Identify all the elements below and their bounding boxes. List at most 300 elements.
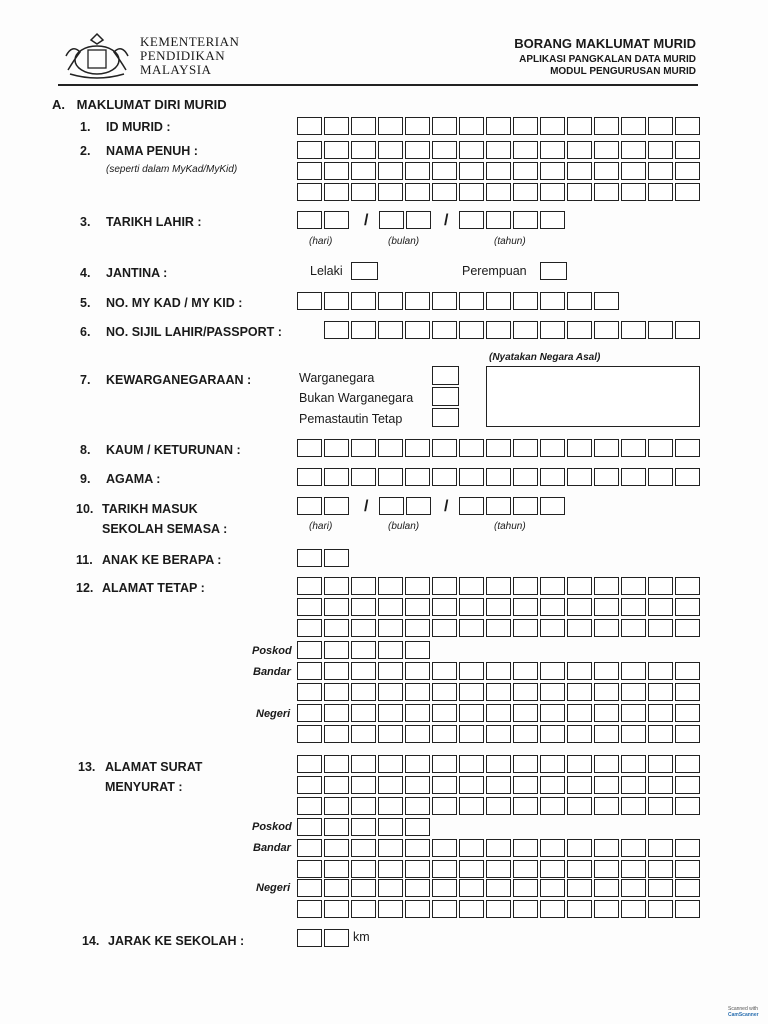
char-cell[interactable] <box>432 900 457 918</box>
char-cell[interactable] <box>405 117 430 135</box>
mail-address-input-row-1[interactable] <box>297 755 702 773</box>
char-cell[interactable] <box>379 211 404 229</box>
char-cell[interactable] <box>486 776 511 794</box>
char-cell[interactable] <box>540 439 565 457</box>
char-cell[interactable] <box>297 468 322 486</box>
char-cell[interactable] <box>324 598 349 616</box>
char-cell[interactable] <box>406 497 431 515</box>
char-cell[interactable] <box>513 211 538 229</box>
char-cell[interactable] <box>513 598 538 616</box>
enrol-year-input[interactable] <box>459 497 567 515</box>
char-cell[interactable] <box>621 183 646 201</box>
char-cell[interactable] <box>459 141 484 159</box>
char-cell[interactable] <box>459 598 484 616</box>
char-cell[interactable] <box>432 117 457 135</box>
char-cell[interactable] <box>486 598 511 616</box>
char-cell[interactable] <box>675 776 700 794</box>
perm-address-input-row-2[interactable] <box>297 598 702 616</box>
char-cell[interactable] <box>324 292 349 310</box>
char-cell[interactable] <box>324 497 349 515</box>
char-cell[interactable] <box>567 598 592 616</box>
char-cell[interactable] <box>648 662 673 680</box>
char-cell[interactable] <box>459 183 484 201</box>
char-cell[interactable] <box>621 755 646 773</box>
char-cell[interactable] <box>675 879 700 897</box>
char-cell[interactable] <box>405 879 430 897</box>
perm-city-input-row-2[interactable] <box>297 683 702 701</box>
char-cell[interactable] <box>459 725 484 743</box>
char-cell[interactable] <box>432 704 457 722</box>
char-cell[interactable] <box>378 598 403 616</box>
char-cell[interactable] <box>297 292 322 310</box>
char-cell[interactable] <box>405 662 430 680</box>
char-cell[interactable] <box>486 439 511 457</box>
char-cell[interactable] <box>324 439 349 457</box>
char-cell[interactable] <box>540 879 565 897</box>
char-cell[interactable] <box>459 755 484 773</box>
char-cell[interactable] <box>567 619 592 637</box>
char-cell[interactable] <box>405 818 430 836</box>
char-cell[interactable] <box>540 497 565 515</box>
char-cell[interactable] <box>432 439 457 457</box>
char-cell[interactable] <box>432 292 457 310</box>
char-cell[interactable] <box>675 439 700 457</box>
char-cell[interactable] <box>621 468 646 486</box>
char-cell[interactable] <box>621 725 646 743</box>
mail-state-input-row-2[interactable] <box>297 900 702 918</box>
char-cell[interactable] <box>297 577 322 595</box>
char-cell[interactable] <box>621 598 646 616</box>
char-cell[interactable] <box>378 900 403 918</box>
char-cell[interactable] <box>648 577 673 595</box>
char-cell[interactable] <box>324 662 349 680</box>
char-cell[interactable] <box>405 162 430 180</box>
char-cell[interactable] <box>486 162 511 180</box>
distance-input[interactable] <box>297 929 351 947</box>
char-cell[interactable] <box>648 321 673 339</box>
char-cell[interactable] <box>486 141 511 159</box>
char-cell[interactable] <box>540 725 565 743</box>
char-cell[interactable] <box>297 704 322 722</box>
char-cell[interactable] <box>351 141 376 159</box>
char-cell[interactable] <box>486 321 511 339</box>
char-cell[interactable] <box>648 598 673 616</box>
birth-day-input[interactable] <box>297 211 351 229</box>
char-cell[interactable] <box>540 117 565 135</box>
char-cell[interactable] <box>405 439 430 457</box>
char-cell[interactable] <box>567 839 592 857</box>
char-cell[interactable] <box>567 162 592 180</box>
char-cell[interactable] <box>675 598 700 616</box>
char-cell[interactable] <box>459 162 484 180</box>
char-cell[interactable] <box>648 683 673 701</box>
enrol-month-input[interactable] <box>379 497 433 515</box>
char-cell[interactable] <box>648 117 673 135</box>
char-cell[interactable] <box>567 183 592 201</box>
mail-state-input-row-1[interactable] <box>297 879 702 897</box>
char-cell[interactable] <box>351 725 376 743</box>
char-cell[interactable] <box>567 683 592 701</box>
char-cell[interactable] <box>378 162 403 180</box>
char-cell[interactable] <box>405 619 430 637</box>
char-cell[interactable] <box>324 183 349 201</box>
non-citizen-checkbox[interactable] <box>432 387 459 406</box>
char-cell[interactable] <box>297 141 322 159</box>
char-cell[interactable] <box>324 797 349 815</box>
char-cell[interactable] <box>513 141 538 159</box>
char-cell[interactable] <box>297 662 322 680</box>
char-cell[interactable] <box>567 292 592 310</box>
char-cell[interactable] <box>351 683 376 701</box>
char-cell[interactable] <box>513 439 538 457</box>
char-cell[interactable] <box>432 577 457 595</box>
char-cell[interactable] <box>378 776 403 794</box>
char-cell[interactable] <box>405 183 430 201</box>
char-cell[interactable] <box>513 879 538 897</box>
char-cell[interactable] <box>324 704 349 722</box>
char-cell[interactable] <box>297 879 322 897</box>
char-cell[interactable] <box>621 776 646 794</box>
char-cell[interactable] <box>675 321 700 339</box>
char-cell[interactable] <box>297 725 322 743</box>
perm-postcode-input[interactable] <box>297 641 432 659</box>
char-cell[interactable] <box>540 321 565 339</box>
char-cell[interactable] <box>459 683 484 701</box>
char-cell[interactable] <box>513 860 538 878</box>
char-cell[interactable] <box>648 141 673 159</box>
perm-address-input-row-3[interactable] <box>297 619 702 637</box>
char-cell[interactable] <box>486 662 511 680</box>
char-cell[interactable] <box>675 704 700 722</box>
char-cell[interactable] <box>513 725 538 743</box>
char-cell[interactable] <box>486 797 511 815</box>
char-cell[interactable] <box>378 860 403 878</box>
birth-month-input[interactable] <box>379 211 433 229</box>
char-cell[interactable] <box>486 468 511 486</box>
char-cell[interactable] <box>324 117 349 135</box>
char-cell[interactable] <box>513 704 538 722</box>
char-cell[interactable] <box>432 183 457 201</box>
char-cell[interactable] <box>459 900 484 918</box>
char-cell[interactable] <box>540 662 565 680</box>
char-cell[interactable] <box>540 162 565 180</box>
char-cell[interactable] <box>405 900 430 918</box>
char-cell[interactable] <box>297 860 322 878</box>
char-cell[interactable] <box>297 439 322 457</box>
char-cell[interactable] <box>432 683 457 701</box>
char-cell[interactable] <box>621 439 646 457</box>
child-order-input[interactable] <box>297 549 351 567</box>
char-cell[interactable] <box>378 683 403 701</box>
char-cell[interactable] <box>297 183 322 201</box>
char-cell[interactable] <box>432 725 457 743</box>
char-cell[interactable] <box>540 755 565 773</box>
char-cell[interactable] <box>648 860 673 878</box>
char-cell[interactable] <box>351 598 376 616</box>
char-cell[interactable] <box>351 797 376 815</box>
origin-country-input[interactable] <box>486 366 700 427</box>
char-cell[interactable] <box>513 619 538 637</box>
perm-city-input-row-1[interactable] <box>297 662 702 680</box>
char-cell[interactable] <box>648 797 673 815</box>
char-cell[interactable] <box>513 900 538 918</box>
char-cell[interactable] <box>459 468 484 486</box>
char-cell[interactable] <box>540 141 565 159</box>
char-cell[interactable] <box>540 211 565 229</box>
char-cell[interactable] <box>405 468 430 486</box>
char-cell[interactable] <box>540 704 565 722</box>
char-cell[interactable] <box>378 641 403 659</box>
char-cell[interactable] <box>675 141 700 159</box>
char-cell[interactable] <box>648 839 673 857</box>
char-cell[interactable] <box>486 900 511 918</box>
char-cell[interactable] <box>378 839 403 857</box>
char-cell[interactable] <box>594 321 619 339</box>
char-cell[interactable] <box>540 900 565 918</box>
char-cell[interactable] <box>459 497 484 515</box>
char-cell[interactable] <box>648 776 673 794</box>
char-cell[interactable] <box>324 900 349 918</box>
char-cell[interactable] <box>351 162 376 180</box>
char-cell[interactable] <box>675 117 700 135</box>
char-cell[interactable] <box>405 776 430 794</box>
char-cell[interactable] <box>405 141 430 159</box>
full-name-input-row-3[interactable] <box>297 183 702 201</box>
char-cell[interactable] <box>567 860 592 878</box>
char-cell[interactable] <box>351 439 376 457</box>
char-cell[interactable] <box>324 641 349 659</box>
char-cell[interactable] <box>513 839 538 857</box>
race-input[interactable] <box>297 439 702 457</box>
char-cell[interactable] <box>351 321 376 339</box>
char-cell[interactable] <box>351 839 376 857</box>
char-cell[interactable] <box>351 755 376 773</box>
citizen-checkbox[interactable] <box>432 366 459 385</box>
char-cell[interactable] <box>594 755 619 773</box>
char-cell[interactable] <box>567 468 592 486</box>
char-cell[interactable] <box>459 704 484 722</box>
char-cell[interactable] <box>432 839 457 857</box>
char-cell[interactable] <box>324 162 349 180</box>
char-cell[interactable] <box>405 725 430 743</box>
char-cell[interactable] <box>567 755 592 773</box>
char-cell[interactable] <box>432 162 457 180</box>
char-cell[interactable] <box>540 797 565 815</box>
char-cell[interactable] <box>459 662 484 680</box>
char-cell[interactable] <box>351 818 376 836</box>
char-cell[interactable] <box>594 725 619 743</box>
char-cell[interactable] <box>675 900 700 918</box>
char-cell[interactable] <box>378 468 403 486</box>
char-cell[interactable] <box>324 211 349 229</box>
char-cell[interactable] <box>567 879 592 897</box>
char-cell[interactable] <box>594 162 619 180</box>
char-cell[interactable] <box>432 598 457 616</box>
char-cell[interactable] <box>378 755 403 773</box>
char-cell[interactable] <box>540 577 565 595</box>
char-cell[interactable] <box>432 879 457 897</box>
char-cell[interactable] <box>378 117 403 135</box>
char-cell[interactable] <box>324 818 349 836</box>
char-cell[interactable] <box>648 900 673 918</box>
char-cell[interactable] <box>594 117 619 135</box>
birth-cert-passport-input[interactable] <box>324 321 702 339</box>
char-cell[interactable] <box>648 619 673 637</box>
char-cell[interactable] <box>486 497 511 515</box>
char-cell[interactable] <box>540 598 565 616</box>
char-cell[interactable] <box>324 468 349 486</box>
char-cell[interactable] <box>486 619 511 637</box>
char-cell[interactable] <box>297 211 322 229</box>
mail-city-input-row-2[interactable] <box>297 860 702 878</box>
gender-female-checkbox[interactable] <box>540 262 567 280</box>
char-cell[interactable] <box>540 619 565 637</box>
char-cell[interactable] <box>675 755 700 773</box>
char-cell[interactable] <box>486 292 511 310</box>
char-cell[interactable] <box>297 497 322 515</box>
char-cell[interactable] <box>567 662 592 680</box>
char-cell[interactable] <box>351 619 376 637</box>
char-cell[interactable] <box>378 704 403 722</box>
char-cell[interactable] <box>351 900 376 918</box>
char-cell[interactable] <box>567 321 592 339</box>
char-cell[interactable] <box>594 839 619 857</box>
char-cell[interactable] <box>297 683 322 701</box>
mail-address-input-row-3[interactable] <box>297 797 702 815</box>
char-cell[interactable] <box>567 577 592 595</box>
char-cell[interactable] <box>297 549 322 567</box>
char-cell[interactable] <box>567 900 592 918</box>
char-cell[interactable] <box>486 725 511 743</box>
char-cell[interactable] <box>621 879 646 897</box>
char-cell[interactable] <box>351 776 376 794</box>
permanent-resident-checkbox[interactable] <box>432 408 459 427</box>
char-cell[interactable] <box>378 662 403 680</box>
char-cell[interactable] <box>567 439 592 457</box>
char-cell[interactable] <box>648 879 673 897</box>
char-cell[interactable] <box>459 439 484 457</box>
char-cell[interactable] <box>594 776 619 794</box>
char-cell[interactable] <box>513 162 538 180</box>
char-cell[interactable] <box>594 619 619 637</box>
char-cell[interactable] <box>405 577 430 595</box>
char-cell[interactable] <box>459 839 484 857</box>
char-cell[interactable] <box>459 879 484 897</box>
char-cell[interactable] <box>513 776 538 794</box>
char-cell[interactable] <box>459 321 484 339</box>
char-cell[interactable] <box>594 439 619 457</box>
student-id-input[interactable] <box>297 117 702 135</box>
char-cell[interactable] <box>406 211 431 229</box>
char-cell[interactable] <box>405 598 430 616</box>
char-cell[interactable] <box>513 662 538 680</box>
char-cell[interactable] <box>567 725 592 743</box>
mail-address-input-row-2[interactable] <box>297 776 702 794</box>
char-cell[interactable] <box>486 577 511 595</box>
char-cell[interactable] <box>513 468 538 486</box>
char-cell[interactable] <box>324 577 349 595</box>
char-cell[interactable] <box>621 577 646 595</box>
char-cell[interactable] <box>324 776 349 794</box>
char-cell[interactable] <box>405 839 430 857</box>
char-cell[interactable] <box>594 141 619 159</box>
char-cell[interactable] <box>486 860 511 878</box>
char-cell[interactable] <box>567 117 592 135</box>
char-cell[interactable] <box>324 879 349 897</box>
char-cell[interactable] <box>594 900 619 918</box>
char-cell[interactable] <box>513 683 538 701</box>
char-cell[interactable] <box>486 211 511 229</box>
char-cell[interactable] <box>648 755 673 773</box>
char-cell[interactable] <box>351 641 376 659</box>
char-cell[interactable] <box>324 755 349 773</box>
char-cell[interactable] <box>324 619 349 637</box>
char-cell[interactable] <box>675 468 700 486</box>
char-cell[interactable] <box>378 818 403 836</box>
char-cell[interactable] <box>432 755 457 773</box>
char-cell[interactable] <box>378 879 403 897</box>
char-cell[interactable] <box>432 776 457 794</box>
char-cell[interactable] <box>648 704 673 722</box>
char-cell[interactable] <box>459 797 484 815</box>
religion-input[interactable] <box>297 468 702 486</box>
char-cell[interactable] <box>351 704 376 722</box>
char-cell[interactable] <box>513 497 538 515</box>
char-cell[interactable] <box>378 797 403 815</box>
char-cell[interactable] <box>351 860 376 878</box>
char-cell[interactable] <box>297 162 322 180</box>
char-cell[interactable] <box>405 683 430 701</box>
char-cell[interactable] <box>594 662 619 680</box>
char-cell[interactable] <box>351 879 376 897</box>
char-cell[interactable] <box>432 860 457 878</box>
birth-year-input[interactable] <box>459 211 567 229</box>
char-cell[interactable] <box>432 619 457 637</box>
char-cell[interactable] <box>379 497 404 515</box>
char-cell[interactable] <box>324 839 349 857</box>
char-cell[interactable] <box>459 211 484 229</box>
char-cell[interactable] <box>594 704 619 722</box>
char-cell[interactable] <box>432 321 457 339</box>
char-cell[interactable] <box>378 725 403 743</box>
char-cell[interactable] <box>297 117 322 135</box>
char-cell[interactable] <box>513 321 538 339</box>
char-cell[interactable] <box>486 704 511 722</box>
char-cell[interactable] <box>648 439 673 457</box>
char-cell[interactable] <box>567 141 592 159</box>
char-cell[interactable] <box>432 662 457 680</box>
mail-postcode-input[interactable] <box>297 818 432 836</box>
char-cell[interactable] <box>297 598 322 616</box>
char-cell[interactable] <box>675 860 700 878</box>
char-cell[interactable] <box>621 321 646 339</box>
char-cell[interactable] <box>513 183 538 201</box>
char-cell[interactable] <box>540 468 565 486</box>
char-cell[interactable] <box>405 321 430 339</box>
char-cell[interactable] <box>594 468 619 486</box>
char-cell[interactable] <box>513 797 538 815</box>
char-cell[interactable] <box>459 860 484 878</box>
char-cell[interactable] <box>351 468 376 486</box>
char-cell[interactable] <box>324 929 349 947</box>
char-cell[interactable] <box>405 860 430 878</box>
char-cell[interactable] <box>486 117 511 135</box>
char-cell[interactable] <box>378 577 403 595</box>
char-cell[interactable] <box>459 776 484 794</box>
char-cell[interactable] <box>594 860 619 878</box>
char-cell[interactable] <box>621 839 646 857</box>
char-cell[interactable] <box>297 641 322 659</box>
